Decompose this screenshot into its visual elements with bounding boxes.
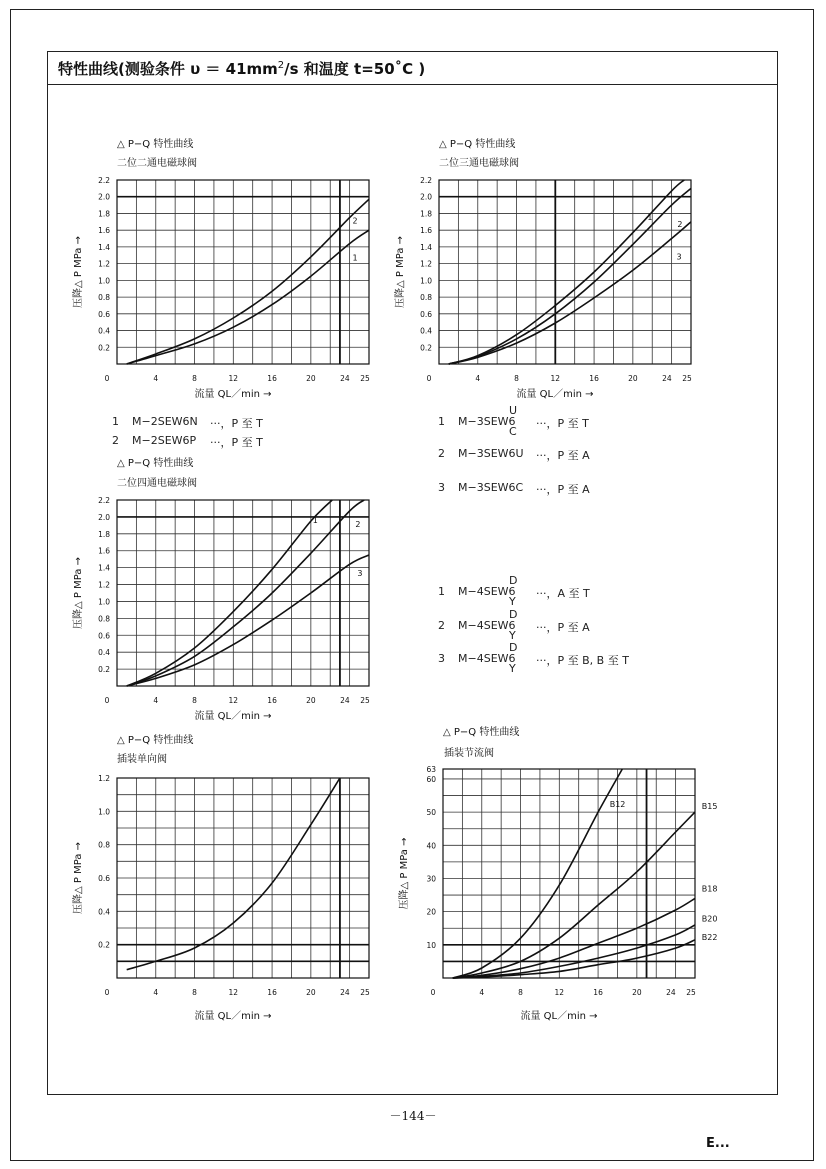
legend-desc: ···，P 至 T xyxy=(210,417,263,430)
legend-desc: ···，P 至 A xyxy=(536,449,590,462)
x-tick-label: 25 xyxy=(360,988,370,997)
x-tick-label: 8 xyxy=(514,374,519,383)
x-tick-label: 25 xyxy=(686,988,696,997)
x-tick-label: 16 xyxy=(589,374,599,383)
legend-model: M−2SEW6N xyxy=(132,415,198,428)
y-tick-label: 0.6 xyxy=(98,309,110,319)
x-axis-label: 流量 QL／min → xyxy=(194,1011,272,1022)
legend-desc: ···，P 至 T xyxy=(210,436,263,449)
series-line-2 xyxy=(127,199,369,364)
series-label-3: 3 xyxy=(676,252,682,262)
x-tick-label: 16 xyxy=(267,988,277,997)
legend-suffix-bottom: C xyxy=(509,425,517,438)
legend-desc: ···，P 至 A xyxy=(536,483,590,496)
y-tick-label: 0.8 xyxy=(420,293,432,303)
x-tick-label: 16 xyxy=(267,696,277,705)
y-tick-label: 1.4 xyxy=(420,242,432,252)
series-line-2 xyxy=(449,188,691,364)
x-tick-label: 20 xyxy=(632,988,642,997)
y-tick-label: 1.6 xyxy=(98,226,110,236)
y-tick-label: 20 xyxy=(426,907,436,917)
y-tick-label: 1.0 xyxy=(98,597,110,607)
legend-num: 2 xyxy=(438,619,445,632)
series-label-1: 1 xyxy=(312,515,318,525)
x-tick-label: 12 xyxy=(228,374,239,383)
y-tick-label: 2.2 xyxy=(420,176,432,185)
x-tick-label: 16 xyxy=(593,988,603,997)
page-number: －144－ xyxy=(389,1109,437,1123)
y-tick-label: 0.2 xyxy=(98,940,110,950)
x-tick-label: 4 xyxy=(153,696,159,705)
plot-frame xyxy=(117,500,369,686)
series-label-3: 3 xyxy=(357,569,363,579)
series-line-1 xyxy=(449,180,685,364)
legend-model: M−4SEW6 xyxy=(458,619,516,632)
legend-suffix-bottom: Y xyxy=(509,629,516,642)
chart-subtitle: 二位四通电磁球阀 xyxy=(117,478,197,489)
y-tick-label: 10 xyxy=(426,940,436,950)
x-tick-label: 24 xyxy=(662,374,672,383)
y-tick-label: 0.8 xyxy=(98,614,110,624)
y-tick-label: 1.2 xyxy=(98,580,110,590)
series-line-2 xyxy=(127,500,365,686)
series-label-2: 2 xyxy=(355,520,361,530)
chart-subtitle: 插装节流阀 xyxy=(444,748,494,759)
series-label-B18: B18 xyxy=(701,884,718,894)
y-tick-label: 0.6 xyxy=(98,874,110,883)
legend-suffix-bottom: Y xyxy=(509,662,516,675)
legend-model: M−3SEW6U xyxy=(458,447,524,460)
x-tick-label: 20 xyxy=(306,696,316,705)
series-label-2: 2 xyxy=(352,216,358,226)
x-axis-label: 流量 QL／min → xyxy=(194,711,272,722)
y-tick-label: 1.0 xyxy=(98,276,110,286)
y-tick-label: 1.2 xyxy=(420,259,432,269)
x-tick-label: 4 xyxy=(153,988,159,997)
legend-num: 2 xyxy=(438,447,445,460)
y-axis-label: 压降△ P MPa → xyxy=(73,236,84,308)
chart-subtitle: 二位三通电磁球阀 xyxy=(439,158,519,169)
x-tick-label: 20 xyxy=(306,988,316,997)
series-label-1: 1 xyxy=(647,213,653,223)
legend-suffix-top: D xyxy=(509,608,518,621)
series-label-B12: B12 xyxy=(609,800,626,810)
legend-desc: ···，P 至 A xyxy=(536,621,590,634)
chart-subtitle: 二位二通电磁球阀 xyxy=(117,158,197,169)
x-tick-label: 12 xyxy=(550,374,561,383)
chart-title: △ P−Q 特性曲线 xyxy=(117,458,194,469)
series-line-3 xyxy=(127,555,369,686)
x-tick-label: 20 xyxy=(628,374,638,383)
y-tick-label: 40 xyxy=(426,841,436,851)
series-label-1: 1 xyxy=(352,253,358,263)
legend-desc: ···，P 至 T xyxy=(536,417,589,430)
legend-model: M−3SEW6C xyxy=(458,481,524,494)
chart-title: △ P−Q 特性曲线 xyxy=(443,727,520,738)
legend-desc: ···，A 至 T xyxy=(536,587,590,600)
legend-suffix-top: D xyxy=(509,574,518,587)
y-tick-label: 0.8 xyxy=(98,840,110,850)
y-tick-label: 1.6 xyxy=(98,546,110,556)
legend-model: M−4SEW6 xyxy=(458,585,516,598)
legend-suffix-top: D xyxy=(509,641,518,654)
legend-num: 1 xyxy=(438,415,445,428)
y-axis-label: 压降△ P MPa → xyxy=(395,236,406,308)
x-tick-label: 4 xyxy=(479,988,485,997)
chart-title: △ P−Q 特性曲线 xyxy=(117,139,194,150)
y-tick-label: 1.6 xyxy=(420,226,432,236)
x-tick-label: 8 xyxy=(518,988,523,997)
plot-frame xyxy=(443,769,695,978)
plot-frame xyxy=(439,180,691,364)
chart-title: △ P−Q 特性曲线 xyxy=(439,139,516,150)
x-tick-label: 4 xyxy=(153,374,159,383)
x-tick-label: 8 xyxy=(192,374,197,383)
y-tick-label: 50 xyxy=(426,808,436,818)
legend-num: 1 xyxy=(438,585,445,598)
y-tick-label: 1.0 xyxy=(420,276,432,286)
legend-desc: ···，P 至 B, B 至 T xyxy=(536,654,629,667)
x-tick-label: 12 xyxy=(554,988,565,997)
legend-model: M−2SEW6P xyxy=(132,434,197,447)
corner-mark: E... xyxy=(706,1136,730,1151)
legend-suffix-bottom: Y xyxy=(509,595,516,608)
series-line-B12 xyxy=(453,769,623,978)
y-tick-label: 2.2 xyxy=(98,496,110,505)
y-tick-label: 0.4 xyxy=(98,907,110,917)
title-superscript: 2 xyxy=(277,60,285,71)
legend-num: 1 xyxy=(112,415,119,428)
x-tick-label: 0 xyxy=(426,374,432,383)
x-axis-label: 流量 QL／min → xyxy=(520,1011,598,1022)
legend-num: 2 xyxy=(112,434,119,447)
x-tick-label: 0 xyxy=(104,696,110,705)
series-label-B15: B15 xyxy=(701,801,718,811)
y-tick-label: 0.4 xyxy=(420,326,432,336)
x-axis-label: 流量 QL／min → xyxy=(194,389,272,400)
legend-chart1 xyxy=(112,415,312,449)
y-tick-label: 0.8 xyxy=(98,293,110,303)
y-tick-label: 0.6 xyxy=(420,309,432,319)
x-tick-label: 25 xyxy=(360,374,370,383)
legend-suffix-top: U xyxy=(509,404,518,417)
y-tick-label: 1.8 xyxy=(98,529,110,539)
legend-model: M−3SEW6 xyxy=(458,415,516,428)
chart-subtitle: 插装单向阀 xyxy=(117,754,167,765)
series-line-B20 xyxy=(453,925,695,978)
x-tick-label: 8 xyxy=(192,696,197,705)
legend-num: 3 xyxy=(438,481,445,494)
legend-num: 3 xyxy=(438,652,445,665)
y-tick-label: 1.8 xyxy=(98,209,110,219)
y-tick-label: 1.8 xyxy=(420,209,432,219)
series-line-B18 xyxy=(453,898,695,978)
y-tick-label: 1.4 xyxy=(98,563,110,573)
x-tick-label: 0 xyxy=(104,988,110,997)
x-tick-label: 25 xyxy=(682,374,692,383)
legend-model: M−4SEW6 xyxy=(458,652,516,665)
plot-frame xyxy=(117,180,369,364)
legend-chart3 xyxy=(438,574,678,675)
x-tick-label: 0 xyxy=(104,374,110,383)
series-label-B22: B22 xyxy=(701,932,718,942)
series-label-2: 2 xyxy=(677,219,683,229)
x-tick-label: 16 xyxy=(267,374,277,383)
x-tick-label: 24 xyxy=(340,988,350,997)
x-tick-label: 0 xyxy=(430,988,436,997)
y-tick-label: 30 xyxy=(426,874,436,884)
series-label-B20: B20 xyxy=(701,914,718,924)
y-tick-label: 1.4 xyxy=(98,242,110,252)
y-axis-label: 压降△ P MPa → xyxy=(73,842,84,914)
y-tick-label: 2.0 xyxy=(98,192,110,202)
x-tick-label: 25 xyxy=(360,696,370,705)
y-tick-label: 0.6 xyxy=(98,631,110,641)
y-tick-label: 1.2 xyxy=(98,774,110,783)
y-tick-label: 0.2 xyxy=(98,343,110,353)
x-tick-label: 24 xyxy=(666,988,676,997)
x-tick-label: 24 xyxy=(340,696,350,705)
series-line-1 xyxy=(127,500,333,686)
y-tick-label: 63 xyxy=(426,765,436,774)
y-tick-label: 2.2 xyxy=(98,176,110,185)
x-tick-label: 24 xyxy=(340,374,350,383)
page-title: 特性曲线(测验条件 $\upsilon = 41mm^2/s$ 和温度 t=50˚C ) xyxy=(58,60,426,78)
legend-chart2 xyxy=(438,404,658,496)
y-tick-label: 1.2 xyxy=(98,259,110,269)
y-tick-label: 60 xyxy=(426,774,436,784)
y-tick-label: 1.0 xyxy=(98,807,110,817)
x-tick-label: 8 xyxy=(192,988,197,997)
y-tick-label: 2.0 xyxy=(420,192,432,202)
x-tick-label: 4 xyxy=(475,374,481,383)
y-tick-label: 2.0 xyxy=(98,512,110,522)
x-tick-label: 12 xyxy=(228,696,239,705)
y-tick-label: 0.4 xyxy=(98,326,110,336)
y-tick-label: 0.4 xyxy=(98,648,110,658)
chart-title: △ P−Q 特性曲线 xyxy=(117,735,194,746)
y-tick-label: 0.2 xyxy=(98,665,110,675)
y-axis-label: 压降△ P MPa → xyxy=(399,837,410,910)
y-tick-label: 0.2 xyxy=(420,343,432,353)
x-tick-label: 12 xyxy=(228,988,239,997)
x-axis-label: 流量 QL／min → xyxy=(516,389,594,400)
x-tick-label: 20 xyxy=(306,374,316,383)
y-axis-label: 压降△ P MPa → xyxy=(73,557,84,629)
